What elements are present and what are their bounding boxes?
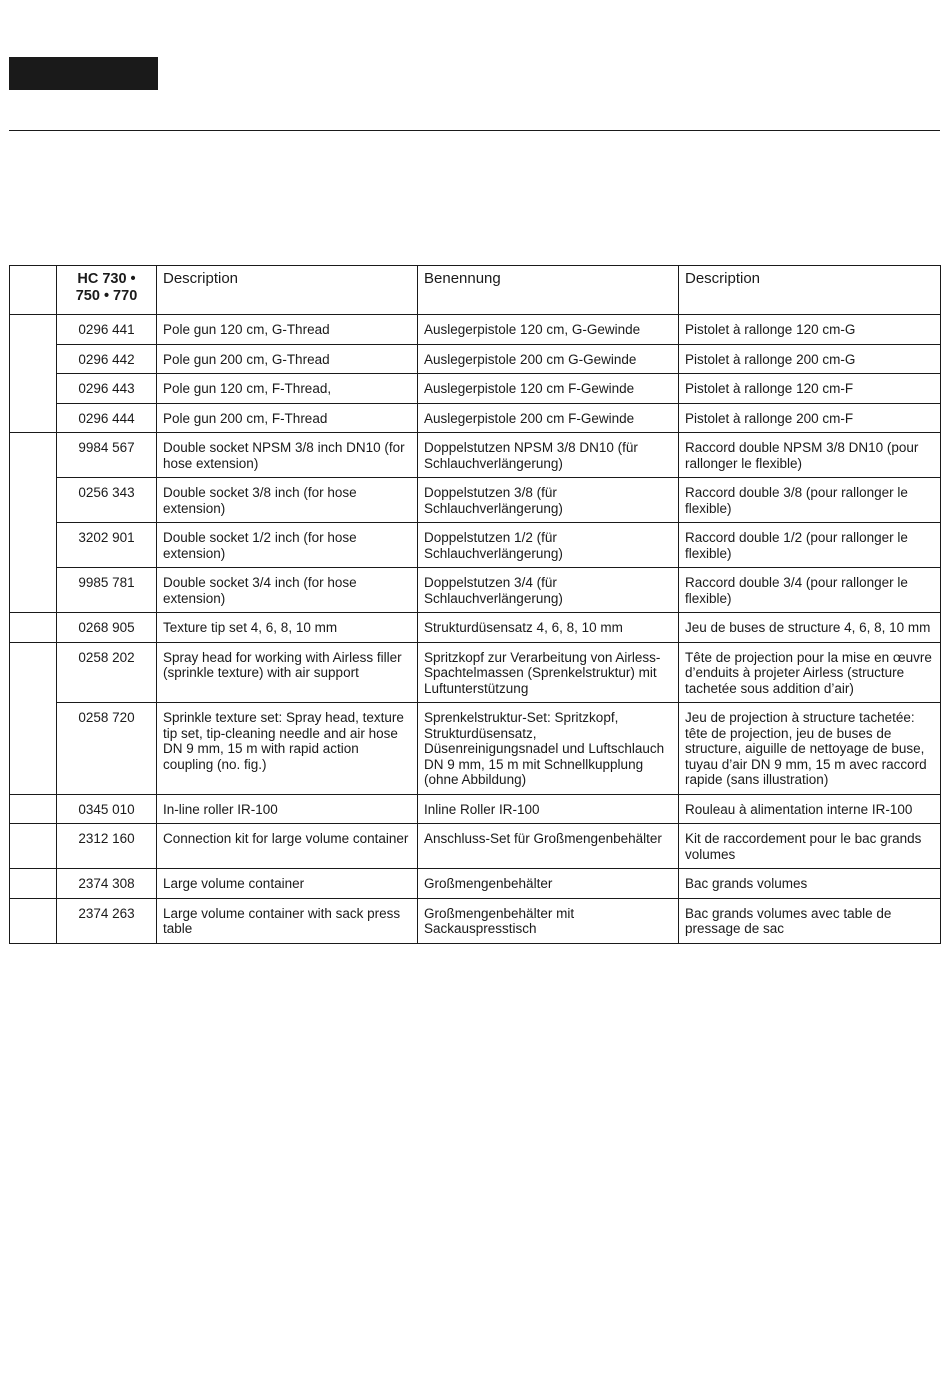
- table-row: [10, 794, 941, 824]
- description-en: Connection kit for large volume container: [157, 824, 418, 869]
- description-de: Doppelstutzen 3/8 (für Schlauchverlängerung): [418, 478, 679, 523]
- table-row: [10, 344, 941, 374]
- description-fr: Pistolet à rallonge 200 cm-G: [679, 344, 941, 374]
- part-number: 2312 160: [57, 824, 157, 869]
- part-number: 9985 781: [57, 568, 157, 613]
- image-cell: [10, 315, 57, 433]
- part-number: 0296 443: [57, 374, 157, 404]
- header-model-line1: HC 730 •: [77, 271, 136, 287]
- description-de: Auslegerpistole 120 cm F-Gewinde: [418, 374, 679, 404]
- header-benennung-de: Benennung: [418, 266, 679, 315]
- table-row: [10, 703, 941, 795]
- table-header-row: [10, 266, 941, 315]
- description-fr: Bac grands volumes avec table de pressage de sac: [679, 898, 941, 943]
- description-de: Strukturdüsensatz 4, 6, 8, 10 mm: [418, 613, 679, 643]
- description-fr: Raccord double 3/8 (pour rallonger le flexible): [679, 478, 941, 523]
- accessories-table: [9, 265, 941, 944]
- description-fr: Pistolet à rallonge 200 cm-F: [679, 403, 941, 433]
- description-en: Spray head for working with Airless filler (sprinkle texture) with air support: [157, 642, 418, 703]
- description-en: Sprinkle texture set: Spray head, texture tip set, tip-cleaning needle and air hose DN 9 mm, 15 m with rapid action coupling (no. fig.): [157, 703, 418, 795]
- description-en: Large volume container with sack press table: [157, 898, 418, 943]
- table-row: [10, 869, 941, 899]
- part-number: 0296 444: [57, 403, 157, 433]
- description-fr: Bac grands volumes: [679, 869, 941, 899]
- part-number: 0296 441: [57, 315, 157, 345]
- part-number: 0258 720: [57, 703, 157, 795]
- image-cell: [10, 824, 57, 869]
- part-number: 0296 442: [57, 344, 157, 374]
- image-cell: [10, 898, 57, 943]
- table-row: [10, 403, 941, 433]
- description-de: Auslegerpistole 200 cm G-Gewinde: [418, 344, 679, 374]
- header-description-en: Description: [157, 266, 418, 315]
- part-number: 0258 202: [57, 642, 157, 703]
- description-en: Large volume container: [157, 869, 418, 899]
- description-en: Pole gun 120 cm, F-Thread,: [157, 374, 418, 404]
- description-de: Großmengenbehälter mit Sackauspresstisch: [418, 898, 679, 943]
- header-model-line2: 750 • 770: [75, 288, 138, 304]
- description-de: Großmengenbehälter: [418, 869, 679, 899]
- description-en: Pole gun 200 cm, F-Thread: [157, 403, 418, 433]
- description-de: Inline Roller IR-100: [418, 794, 679, 824]
- description-fr: Tête de projection pour la mise en œuvre d’enduits à projeter Airless (structure tachetée sous addition d’air): [679, 642, 941, 703]
- description-de: Spritzkopf zur Verarbeitung von Airless-Spachtelmassen (Sprenkelstruktur) mit Luftunterstützung: [418, 642, 679, 703]
- image-cell: [10, 433, 57, 613]
- part-number: 0268 905: [57, 613, 157, 643]
- table-row: [10, 642, 941, 703]
- header-model: [57, 266, 157, 315]
- table-row: [10, 613, 941, 643]
- description-fr: Jeu de buses de structure 4, 6, 8, 10 mm: [679, 613, 941, 643]
- description-en: Double socket 3/4 inch (for hose extension): [157, 568, 418, 613]
- description-de: Sprenkelstruktur-Set: Spritzkopf, Strukturdüsensatz, Düsenreinigungsnadel und Luftschlauch DN 9 mm, 15 m mit Schnellkupplung (ohne Abbildung): [418, 703, 679, 795]
- image-cell: [10, 869, 57, 899]
- part-number: 3202 901: [57, 523, 157, 568]
- description-de: Doppelstutzen 3/4 (für Schlauchverlängerung): [418, 568, 679, 613]
- description-fr: Raccord double 1/2 (pour rallonger le flexible): [679, 523, 941, 568]
- description-fr: Pistolet à rallonge 120 cm-F: [679, 374, 941, 404]
- part-number: 9984 567: [57, 433, 157, 478]
- description-en: Pole gun 200 cm, G-Thread: [157, 344, 418, 374]
- description-en: In-line roller IR-100: [157, 794, 418, 824]
- image-cell: [10, 642, 57, 794]
- description-de: Doppelstutzen NPSM 3/8 DN10 (für Schlauchverlängerung): [418, 433, 679, 478]
- description-en: Double socket 1/2 inch (for hose extension): [157, 523, 418, 568]
- part-number: 0345 010: [57, 794, 157, 824]
- description-de: Anschluss-Set für Großmengenbehälter: [418, 824, 679, 869]
- part-number: 2374 263: [57, 898, 157, 943]
- description-en: Double socket NPSM 3/8 inch DN10 (for hose extension): [157, 433, 418, 478]
- description-de: Doppelstutzen 1/2 (für Schlauchverlängerung): [418, 523, 679, 568]
- table-row: [10, 898, 941, 943]
- table-row: [10, 568, 941, 613]
- description-fr: Pistolet à rallonge 120 cm-G: [679, 315, 941, 345]
- part-number: 0256 343: [57, 478, 157, 523]
- description-de: Auslegerpistole 200 cm F-Gewinde: [418, 403, 679, 433]
- description-en: Pole gun 120 cm, G-Thread: [157, 315, 418, 345]
- description-fr: Rouleau à alimentation interne IR-100: [679, 794, 941, 824]
- description-fr: Kit de raccordement pour le bac grands volumes: [679, 824, 941, 869]
- image-cell: [10, 794, 57, 824]
- description-fr: Raccord double NPSM 3/8 DN10 (pour rallonger le flexible): [679, 433, 941, 478]
- table-row: [10, 315, 941, 345]
- description-fr: Raccord double 3/4 (pour rallonger le flexible): [679, 568, 941, 613]
- table-row: [10, 478, 941, 523]
- description-en: Texture tip set 4, 6, 8, 10 mm: [157, 613, 418, 643]
- description-fr: Jeu de projection à structure tachetée: tête de projection, jeu de buses de structure, aiguille de nettoyage de buse, tuyau d’air DN 9 mm, 15 m avec raccord rapide (sans illustration): [679, 703, 941, 795]
- header-description-fr: Description: [679, 266, 941, 315]
- header-rule: [9, 130, 940, 131]
- part-number: 2374 308: [57, 869, 157, 899]
- table-row: [10, 523, 941, 568]
- table-row: [10, 824, 941, 869]
- description-de: Auslegerpistole 120 cm, G-Gewinde: [418, 315, 679, 345]
- description-en: Double socket 3/8 inch (for hose extension): [157, 478, 418, 523]
- table-row: [10, 433, 941, 478]
- header-image-cell: [10, 266, 57, 315]
- image-cell: [10, 613, 57, 643]
- table-row: [10, 374, 941, 404]
- section-tab: [9, 57, 158, 90]
